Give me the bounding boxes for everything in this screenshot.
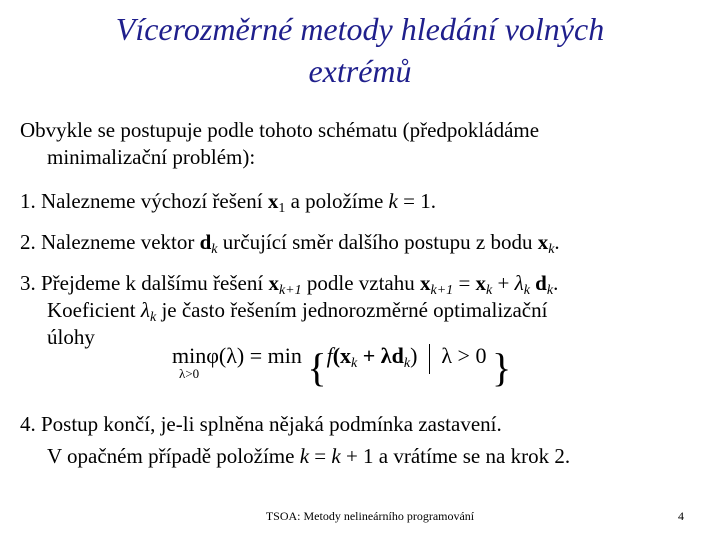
step-2-number: 2. [20, 230, 36, 254]
formula-phi: φ(λ) = min [206, 343, 302, 368]
formula-separator [429, 344, 430, 374]
step-3-x1: x [268, 271, 279, 295]
slide-title-line2: extrémů [308, 53, 412, 89]
formula-min-sub: λ>0 [179, 366, 200, 381]
step-4-line1: Postup končí, je-li splněna nějaká podmínka zastavení. [41, 412, 502, 436]
step-2-x-sub: k [548, 242, 555, 257]
step-2-text-b: určující směr dalšího postupu z bodu [222, 230, 533, 254]
formula-condition: λ > 0 [441, 343, 487, 368]
intro-line1: Obvykle se postupuje podle tohoto schématu (předpokládáme [20, 118, 540, 142]
step-3-text-c: . [553, 271, 559, 295]
step-3-line2-lambda: λ [140, 298, 150, 322]
step-3-x2: x [420, 271, 431, 295]
step-3-x1-sub: k+1 [278, 283, 302, 298]
step-2-text-c: . [554, 230, 560, 254]
formula-args-sub: k [351, 356, 358, 371]
formula-min: min [172, 343, 207, 368]
step-3-text-a: Přejdeme k dalšímu řešení [41, 271, 264, 295]
step-1-text-a: Nalezneme výchozí řešení [41, 189, 263, 213]
formula-args-b: + λd [362, 343, 404, 368]
step-1-x-sub: 1 [278, 201, 286, 216]
step-1-text-c: = 1. [403, 189, 436, 213]
step-3-d: d [535, 271, 547, 295]
step-3-number: 3. [20, 271, 36, 295]
step-2-x: x [537, 230, 549, 254]
step-1-x: x [267, 189, 279, 213]
intro-line2: minimalizační problém): [47, 145, 256, 169]
step-3-x2-sub: k+1 [430, 283, 454, 298]
formula-args-b-sub: k [403, 356, 411, 371]
slide-title [0, 8, 720, 92]
step-3-lambda-sub: k [523, 283, 530, 298]
formula-left-brace: { [307, 345, 327, 390]
step-3-plus: + [497, 271, 510, 295]
formula-f: f [326, 343, 333, 368]
step-3-line2-b: je často řešením jednorozměrné optimalizační [161, 298, 548, 322]
step-2-d: d [199, 230, 212, 254]
step-2-d-sub: k [211, 242, 218, 257]
step-3-lambda: λ [514, 271, 524, 295]
footer-source: TSOA: Metody nelineárního programování [265, 509, 475, 523]
step-3-line2 [20, 297, 700, 324]
formula-args-end: ) [410, 343, 418, 368]
step-3-x3: x [475, 271, 487, 295]
step-3-line3: úlohy [47, 325, 95, 349]
step-4-number: 4. [20, 412, 36, 436]
step-4-line2-b: + 1 a vrátíme se na krok 2. [345, 444, 571, 468]
step-1-number: 1. [20, 189, 36, 213]
step-3-d-sub: k [546, 283, 554, 298]
step-1-text-b: a položíme [290, 189, 384, 213]
formula-right-brace: } [491, 345, 512, 390]
step-4-k1: k [299, 444, 310, 468]
page-number: 4 [678, 509, 684, 523]
step-4-k2: k [331, 444, 341, 468]
intro-paragraph [20, 117, 700, 171]
step-3 [20, 270, 700, 351]
step-3-line2-lambda-sub: k [149, 310, 157, 325]
step-3-line2-a: Koeficient [47, 298, 136, 322]
step-3-text-b: podle vztahu [306, 271, 415, 295]
step-3-x3-sub: k [486, 283, 493, 298]
step-1-k: k [388, 189, 398, 213]
step-2-text-a: Nalezneme vektor [41, 230, 195, 254]
step-4-line2 [20, 443, 700, 470]
slide-title-line1: Vícerozměrné metody hledání volných [115, 11, 605, 47]
step-3-eq: = [458, 271, 471, 295]
formula-min-block [172, 344, 206, 380]
step-4-line2-a: V opačném případě položíme [47, 444, 295, 468]
step-2 [20, 229, 700, 256]
optimization-formula [172, 344, 572, 396]
step-4-eq: = [314, 444, 327, 468]
formula-args: (x [332, 343, 352, 368]
step-1 [20, 188, 700, 215]
step-4 [20, 411, 700, 470]
